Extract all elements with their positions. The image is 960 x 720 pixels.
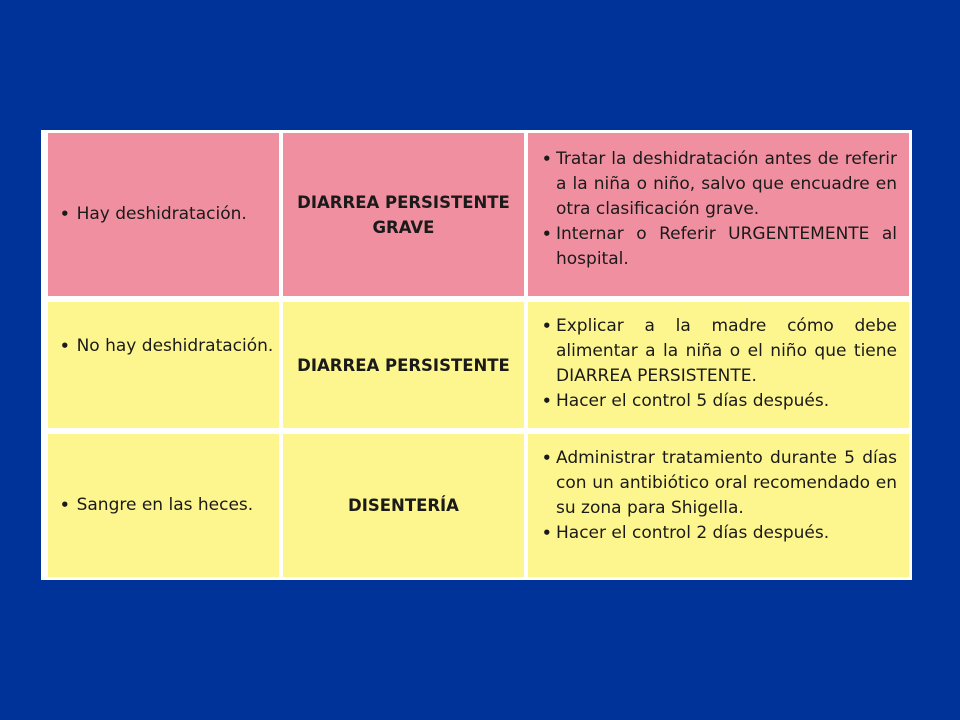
treatment-item xyxy=(542,521,897,546)
sign-cell xyxy=(48,133,279,296)
bullet-icon: • xyxy=(60,337,70,355)
treatment-cell xyxy=(528,302,909,428)
treatment-item xyxy=(542,314,897,389)
classification-text: DISENTERÍA xyxy=(348,496,459,515)
treatment-text: Hacer el control 2 días después. xyxy=(556,523,830,543)
treatment-cell xyxy=(528,434,909,577)
treatment-item xyxy=(542,446,897,521)
treatment-text: Administrar tratamiento durante 5 días con un antibiótico oral recomendado en su zona para Shigella. xyxy=(556,448,897,518)
classification-cell xyxy=(283,302,524,428)
bullet-icon: • xyxy=(542,449,552,467)
sign-cell xyxy=(48,302,279,428)
classification-text: DIARREA PERSISTENTE xyxy=(297,355,510,375)
classification-cell xyxy=(283,133,524,296)
sign-text: Sangre en las heces. xyxy=(76,495,254,515)
treatment-list xyxy=(542,147,897,272)
treatment-text: Internar o Referir URGENTEMENTE al hospital. xyxy=(556,224,897,269)
bullet-icon: • xyxy=(542,524,552,542)
sign-cell xyxy=(48,434,279,577)
treatment-list xyxy=(542,446,897,546)
classification-grid xyxy=(48,133,909,577)
treatment-list xyxy=(542,314,897,414)
sign-text: Hay deshidratación. xyxy=(76,204,247,224)
classification-table xyxy=(41,130,912,580)
bullet-icon: • xyxy=(542,317,552,335)
sign-text: No hay deshidratación. xyxy=(76,336,274,356)
bullet-icon: • xyxy=(542,150,552,168)
bullet-icon: • xyxy=(60,496,70,514)
treatment-text: Explicar a la madre cómo debe alimentar a la niña o el niño que tiene DIARREA PERSISTENTE. xyxy=(556,316,897,386)
treatment-text: Tratar la deshidratación antes de referir a la niña o niño, salvo que encuadre en otra clasificación grave. xyxy=(556,149,897,219)
treatment-item xyxy=(542,147,897,222)
treatment-item xyxy=(542,222,897,272)
bullet-icon: • xyxy=(542,392,552,410)
classification-cell xyxy=(283,434,524,577)
treatment-item xyxy=(542,389,897,414)
treatment-cell xyxy=(528,133,909,296)
bullet-icon: • xyxy=(542,225,552,243)
bullet-icon: • xyxy=(60,205,70,223)
classification-text: DIARREA PERSISTENTE GRAVE xyxy=(297,192,510,237)
treatment-text: Hacer el control 5 días después. xyxy=(556,391,830,411)
